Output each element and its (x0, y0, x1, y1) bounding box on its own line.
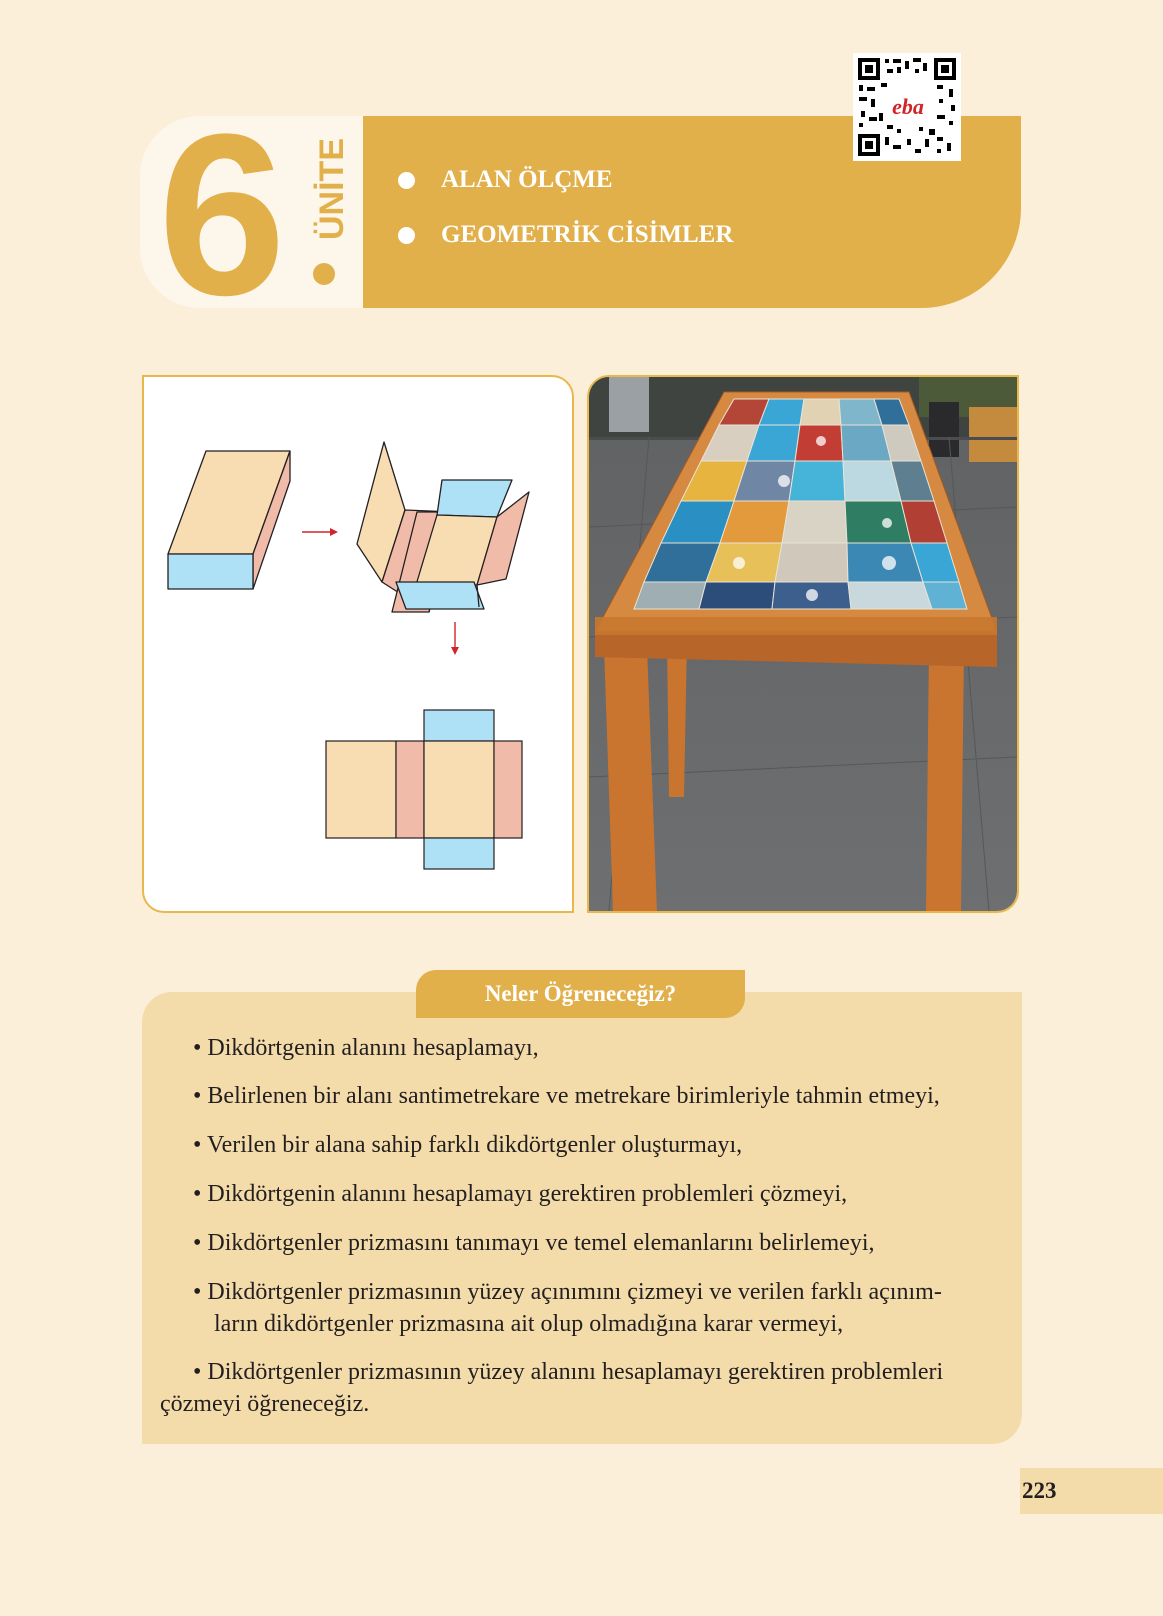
unit-label: ÜNİTE (313, 138, 351, 241)
arrow-right-icon (302, 528, 338, 536)
tiled-table-photo (587, 375, 1019, 913)
objective-item (193, 1227, 875, 1259)
topic-label: GEOMETRİK CİSİMLER (441, 221, 734, 248)
topic-item (398, 166, 613, 194)
objective-text: • Dikdörtgenin alanını hesaplamayı gerektiren problemleri çözmeyi, (193, 1181, 848, 1207)
unfolding-box (357, 442, 529, 612)
objective-text: • Dikdörtgenler prizmasını tanımayı ve temel elemanlarını belirlemeyi, (193, 1230, 875, 1256)
objective-item (193, 1032, 539, 1064)
objective-item (193, 1276, 942, 1340)
objective-item (193, 1080, 940, 1112)
objective-item (193, 1178, 847, 1210)
closed-box (168, 451, 290, 589)
box-net-illustration (142, 375, 574, 913)
bullet-icon (398, 172, 415, 189)
objective-text: • Dikdörtgenin alanını hesaplamayı, (193, 1035, 539, 1061)
learning-objectives-title: Neler Öğreneceğiz? (416, 970, 745, 1018)
topic-item (398, 221, 733, 249)
objective-text: • Belirlenen bir alanı santimetrekare ve metrekare birimleriyle tahmin etmeyi, (193, 1083, 940, 1109)
objective-item (160, 1356, 944, 1420)
bullet-icon (398, 227, 415, 244)
arrow-down-icon (451, 622, 459, 655)
page-number: 223 (1022, 1478, 1057, 1503)
objective-text-continued: çözmeyi öğreneceğiz. (160, 1391, 370, 1417)
objective-text: • Dikdörtgenler prizmasının yüzey alanını hesaplamayı gerektiren problemleri (193, 1359, 944, 1385)
eba-logo: eba (892, 94, 924, 119)
unit-dot (313, 263, 335, 285)
qr-code-icon[interactable] (853, 53, 961, 161)
objective-text-continued: ların dikdörtgenler prizmasına ait olup olmadığına karar vermeyi, (214, 1311, 844, 1337)
objective-text: • Dikdörtgenler prizmasının yüzey açınımını çizmeyi ve verilen farklı açınım- (193, 1279, 942, 1305)
objective-text: • Verilen bir alana sahip farklı dikdörtgenler oluşturmayı, (193, 1132, 743, 1158)
box-net (326, 710, 522, 869)
unit-number: 6 (158, 86, 280, 343)
topic-label: ALAN ÖLÇME (441, 166, 613, 193)
objective-item (193, 1129, 742, 1161)
